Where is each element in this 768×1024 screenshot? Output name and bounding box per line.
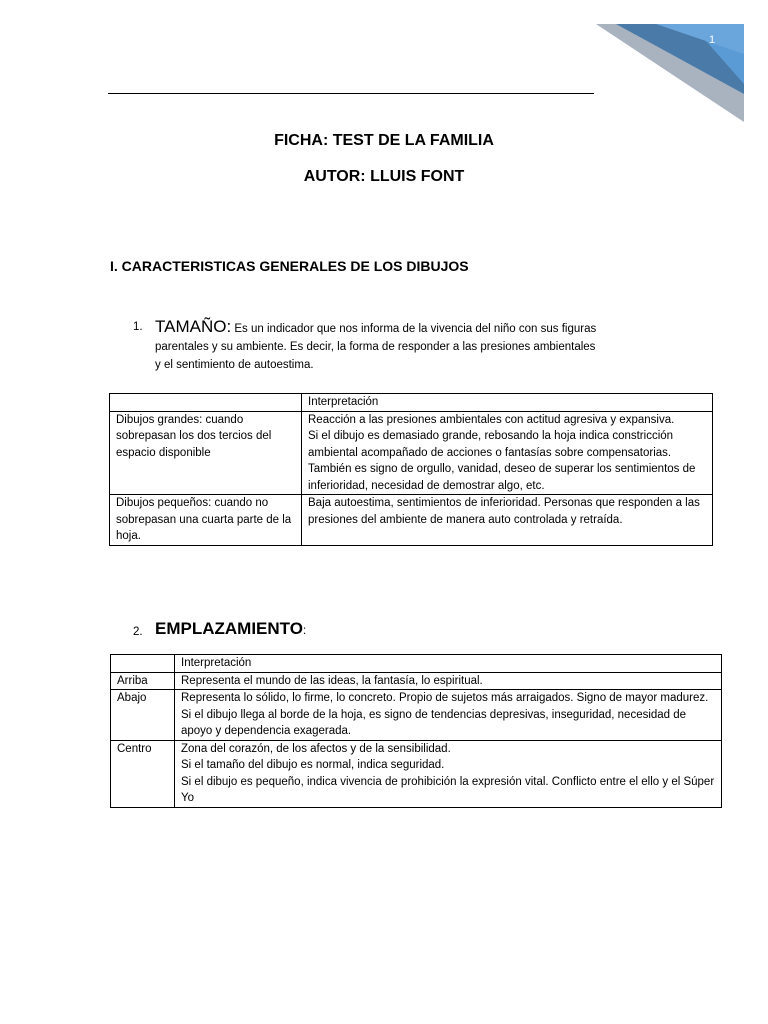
- interpretation-line: Si el tamaño del dibujo es normal, indica seguridad.: [181, 759, 445, 771]
- table-header-cell: [111, 655, 175, 673]
- placement-table: [110, 654, 722, 808]
- table-header-cell: Interpretación: [175, 655, 722, 673]
- interpretation-line: Si el dibujo es pequeño, indica vivencia de prohibición la expresión vital. Conflicto entre el ello y el Súper Yo: [181, 775, 715, 804]
- interpretation-line: Reacción a las presiones ambientales con actitud agresiva y expansiva.: [308, 413, 675, 426]
- interpretation-line: Baja autoestima, sentimientos de inferioridad. Personas que responden a las presiones del ambiente de manera auto controlada y retraída.: [308, 497, 700, 526]
- row-label: Dibujos pequeños: cuando no sobrepasan una cuarta parte de la hoja.: [110, 495, 302, 546]
- row-interpretation: [302, 411, 713, 495]
- table-row: [110, 411, 713, 495]
- table-header-cell: [110, 394, 302, 412]
- item-label: TAMAÑO:: [155, 317, 232, 336]
- row-label: Arriba: [111, 672, 175, 690]
- interpretation-line: También es signo de orgullo, vanidad, deseo de superar los sentimientos de inferioridad, necesidad de demostrar algo, etc.: [308, 463, 696, 492]
- item-tamano: [133, 318, 673, 374]
- interpretation-line: Si el dibujo es demasiado grande, rebosando la hoja indica constricción ambiental acompañado de acciones o fantasías sobre compensatorias.: [308, 430, 674, 459]
- item-number: 1.: [133, 321, 143, 333]
- size-table: [109, 393, 713, 546]
- interpretation-line: Zona del corazón, de los afectos y de la sensibilidad.: [181, 742, 451, 755]
- document-author: AUTOR: LLUIS FONT: [303, 168, 465, 185]
- table-row: [111, 690, 722, 741]
- item-text-line: Es un indicador que nos informa de la vivencia del niño con sus figuras: [234, 323, 597, 335]
- table-row: [110, 495, 713, 546]
- table-header-row: [111, 655, 722, 673]
- row-interpretation: [175, 740, 722, 807]
- item-emplazamiento: [133, 620, 306, 640]
- interpretation-line: Si el dibujo llega al borde de la hoja, es signo de tendencias depresivas, inseguridad, necesidad de apoyo y dependencia exagerada.: [181, 708, 687, 737]
- table-row: [111, 672, 722, 690]
- interpretation-line: Representa el mundo de las ideas, la fantasía, lo espiritual.: [181, 674, 483, 687]
- row-interpretation: [175, 672, 722, 690]
- item-number: 2.: [133, 626, 143, 638]
- header-rule: [108, 93, 594, 94]
- table-header-cell: Interpretación: [302, 394, 713, 412]
- page-number: 1: [708, 34, 716, 46]
- row-interpretation: [175, 690, 722, 741]
- row-label: Dibujos grandes: cuando sobrepasan los dos tercios del espacio disponible: [110, 411, 302, 495]
- item-label-suffix: :: [302, 625, 307, 637]
- table-header-row: [110, 394, 713, 412]
- row-label: Centro: [111, 740, 175, 807]
- table-row: [111, 740, 722, 807]
- interpretation-line: Representa lo sólido, lo firme, lo concreto. Propio de sujetos más arraigados. Signo de mayor madurez.: [181, 692, 709, 704]
- row-interpretation: [302, 495, 713, 546]
- item-text-line: parentales y su ambiente. Es decir, la forma de responder a las presiones ambientales: [155, 341, 596, 353]
- item-label: EMPLAZAMIENTO: [155, 619, 303, 638]
- row-label: Abajo: [111, 690, 175, 741]
- section-heading: I. CARACTERISTICAS GENERALES DE LOS DIBUJOS: [110, 258, 469, 274]
- item-text-line: y el sentimiento de autoestima.: [155, 359, 314, 371]
- document-title: FICHA: TEST DE LA FAMILIA: [274, 132, 494, 149]
